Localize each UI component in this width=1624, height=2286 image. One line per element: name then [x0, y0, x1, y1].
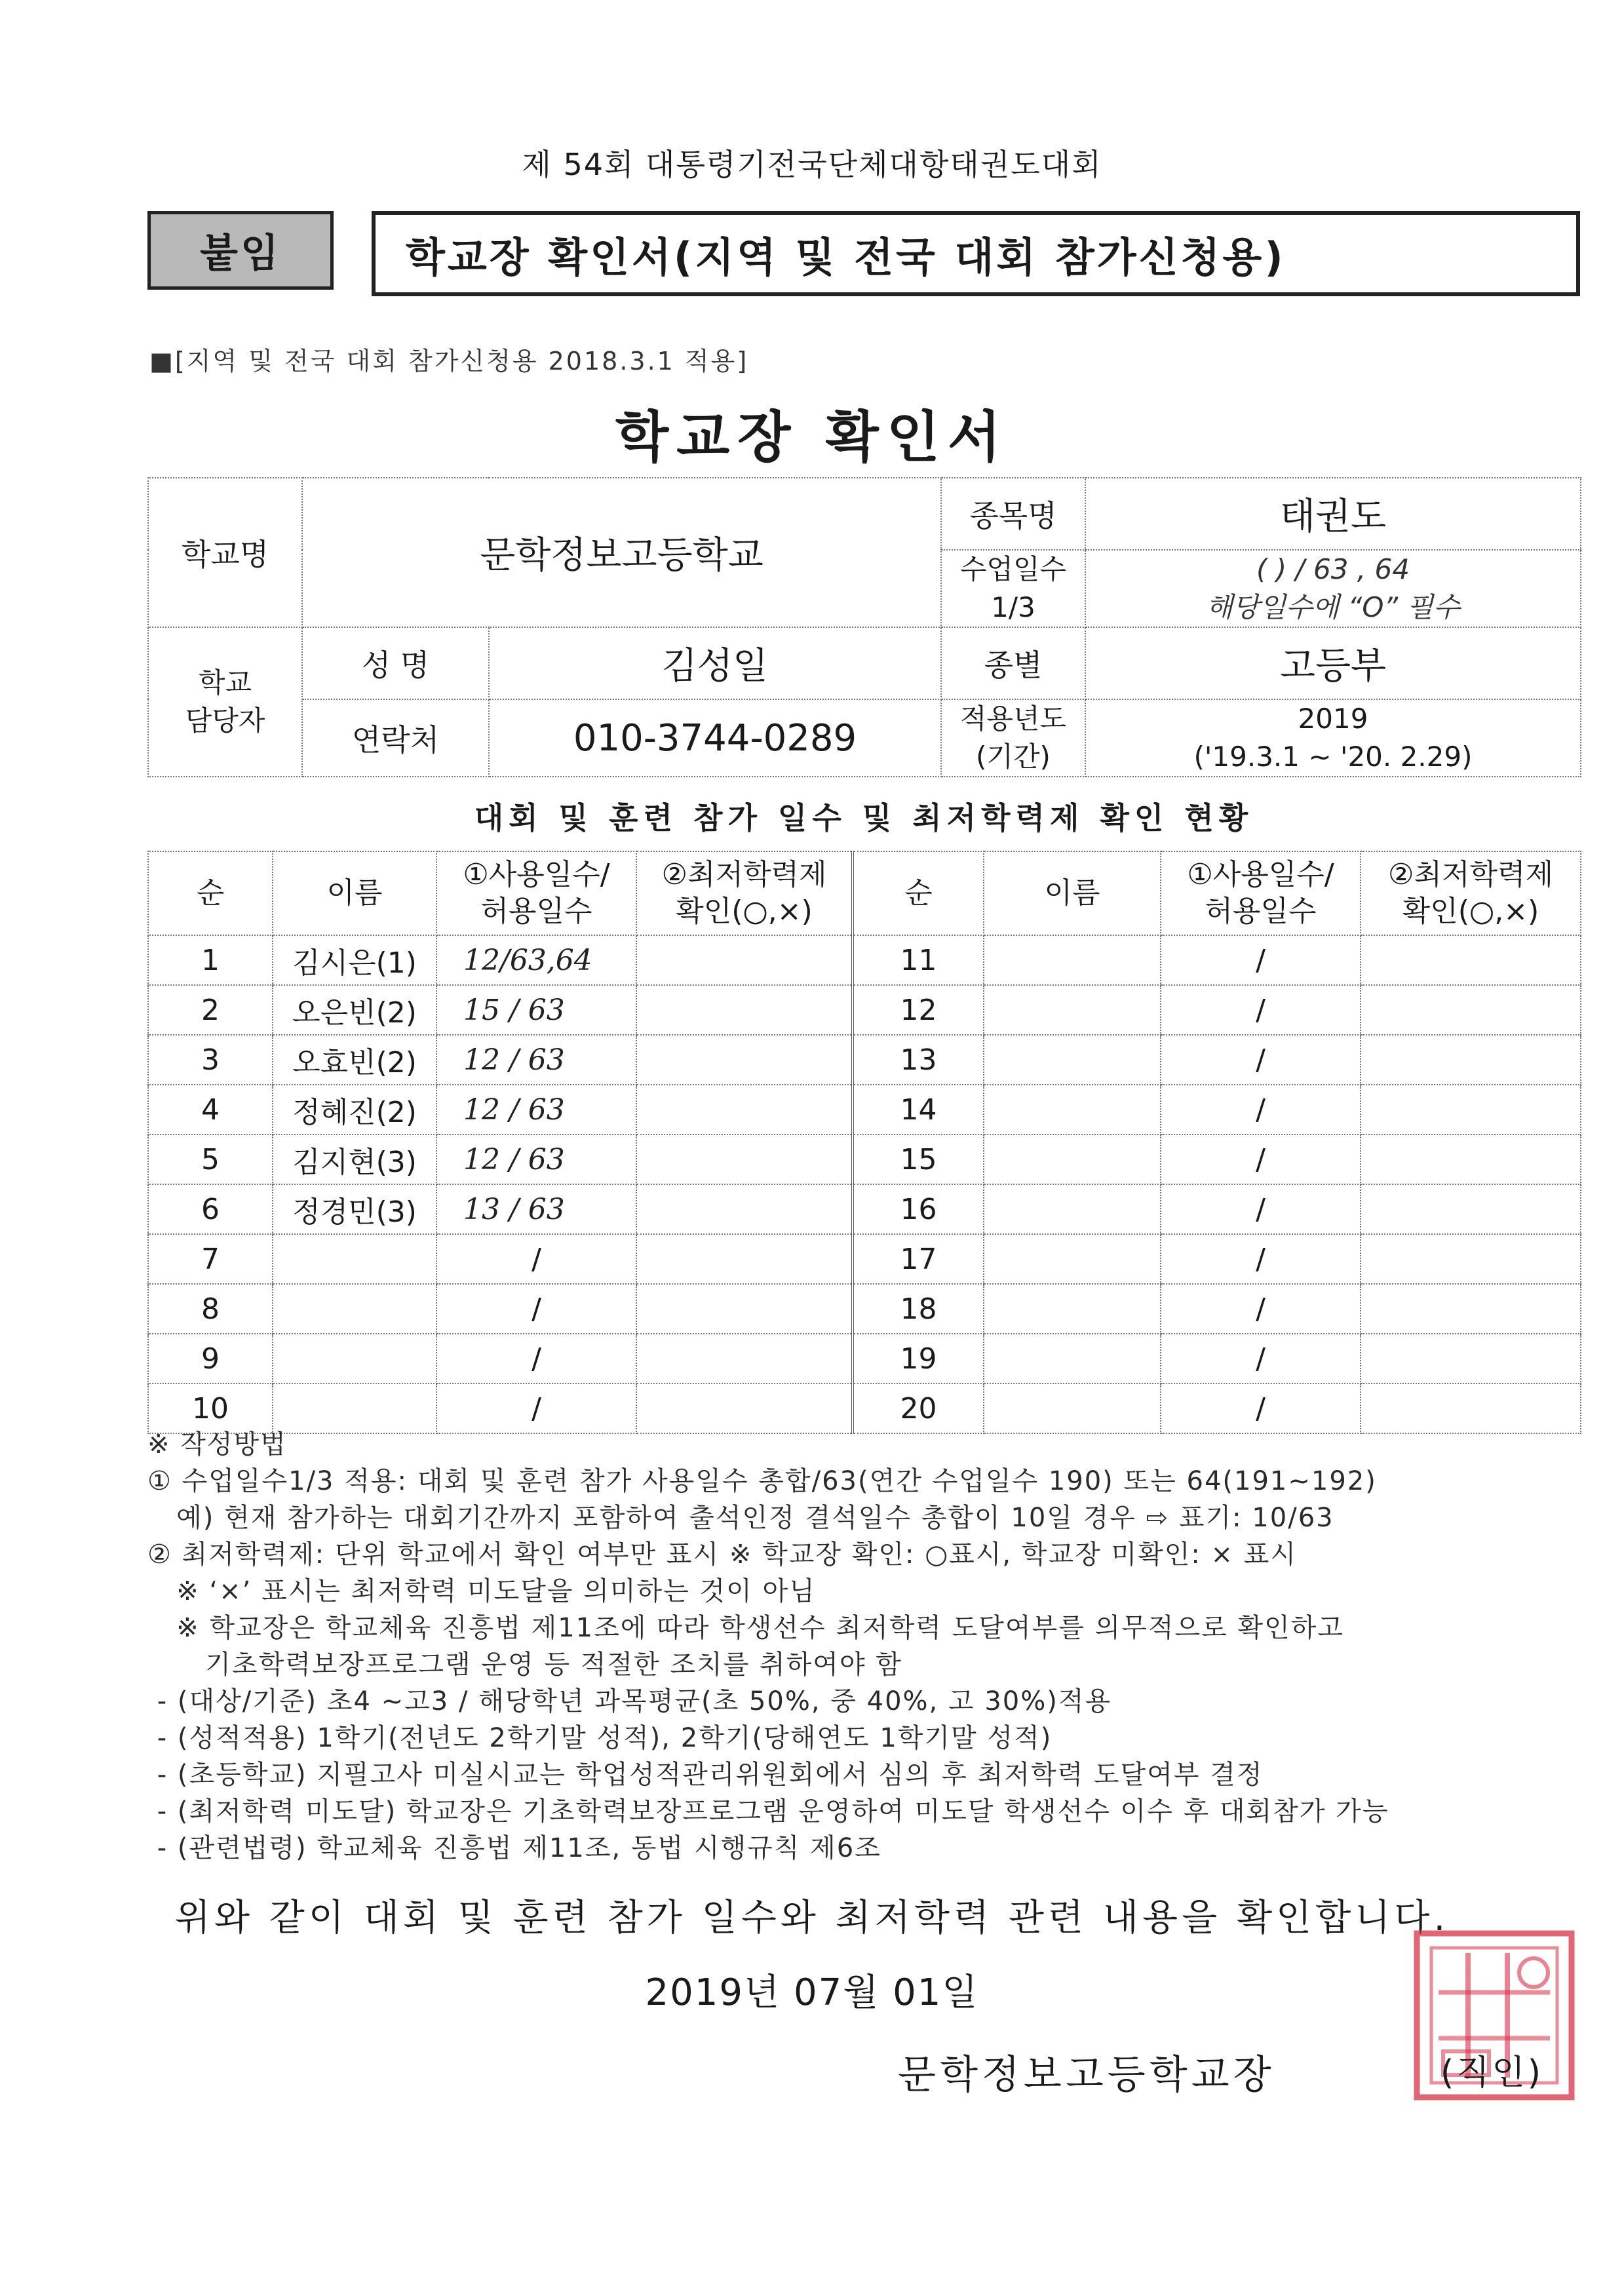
- roster-days: /: [436, 1284, 636, 1334]
- note-line: ※ 작성방법: [147, 1429, 287, 1460]
- roster-name-right: [984, 1184, 1161, 1234]
- division-label: 종별: [941, 627, 1085, 699]
- roster-name: 오효빈(2): [273, 1035, 436, 1085]
- header-check-right: [1361, 851, 1581, 935]
- roster-name-right: [984, 935, 1161, 985]
- roster-no-right: 16: [853, 1184, 984, 1234]
- roster-no-right: 14: [853, 1085, 984, 1134]
- roster-days: /: [436, 1384, 636, 1433]
- name-label: 성 명: [302, 627, 489, 699]
- header-check-line1: ②최저학력제: [661, 858, 827, 891]
- roster-row: [148, 1184, 1581, 1234]
- header-title: 학교장 확인서(지역 및 전국 대회 참가신청용): [372, 211, 1580, 296]
- roster-name: [273, 1284, 436, 1334]
- roster-check: [636, 1334, 853, 1384]
- doc-title: 학교장 확인서: [615, 405, 1009, 469]
- header-name: 이름: [273, 851, 436, 935]
- header-days-right-line2: 허용일수: [1205, 895, 1317, 928]
- roster-check: [636, 1085, 853, 1134]
- note-line: ① 수업일수1/3 적용: 대회 및 훈련 참가 사용일수 총합/63(연간 수업일수 190) 또는 64(191~192): [147, 1466, 1377, 1496]
- roster-no: 8: [148, 1284, 273, 1334]
- roster-check-right: [1361, 1035, 1581, 1085]
- roster-no: 4: [148, 1085, 273, 1134]
- division-value: 고등부: [1085, 627, 1581, 699]
- period-label-line2: (기간): [976, 741, 1051, 773]
- roster-no: 10: [148, 1384, 273, 1433]
- roster-days: 15 / 63: [436, 985, 636, 1035]
- roster-days-right: /: [1161, 935, 1361, 985]
- roster-days-right: /: [1161, 1334, 1361, 1384]
- roster-check: [636, 1184, 853, 1234]
- school-label: 학교명: [148, 478, 302, 627]
- header-days: [436, 851, 636, 935]
- attachment-label: 붙임: [147, 211, 334, 290]
- roster-days: 12 / 63: [436, 1134, 636, 1184]
- period-label-line1: 적용년도: [959, 703, 1067, 735]
- roster-days-right: /: [1161, 1284, 1361, 1334]
- contact-value: 010-3744-0289: [489, 699, 941, 777]
- header-check-right-line1: ②최저학력제: [1388, 858, 1553, 891]
- class-days-value: [1085, 550, 1581, 627]
- roster-no-right: 13: [853, 1035, 984, 1085]
- period-value-line2: ('19.3.1 ~ '20. 2.29): [1193, 741, 1473, 773]
- roster-no: 2: [148, 985, 273, 1035]
- header-check: [636, 851, 853, 935]
- header-name-right: 이름: [984, 851, 1161, 935]
- note-line: ② 최저학력제: 단위 학교에서 확인 여부만 표시 ※ 학교장 확인: ○표시, 학교장 미확인: × 표시: [147, 1540, 1298, 1570]
- class-days-value-line1: ( ) / 63 , 64: [1256, 553, 1410, 585]
- roster-name: [273, 1234, 436, 1284]
- roster-row: [148, 1085, 1581, 1134]
- header-days-line1: ①사용일수/: [463, 858, 610, 891]
- roster-check-right: [1361, 935, 1581, 985]
- roster-check-right: [1361, 1284, 1581, 1334]
- roster-no-right: 20: [853, 1384, 984, 1433]
- roster-no-right: 11: [853, 935, 984, 985]
- apply-note: ■[지역 및 전국 대회 참가신청용 2018.3.1 적용]: [149, 347, 749, 376]
- note-line: - (대상/기준) 초4 ~고3 / 해당학년 과목평균(초 50%, 중 40%, 고 30%)적용: [147, 1686, 1112, 1716]
- roster-name-right: [984, 985, 1161, 1035]
- roster-days-right: /: [1161, 1134, 1361, 1184]
- roster-days-right: /: [1161, 1085, 1361, 1134]
- roster-name: 정혜진(2): [273, 1085, 436, 1134]
- roster-check-right: [1361, 985, 1581, 1035]
- roster-no-right: 19: [853, 1334, 984, 1384]
- roster-name: 오은빈(2): [273, 985, 436, 1035]
- header-no-right: 순: [853, 851, 984, 935]
- roster-name-right: [984, 1134, 1161, 1184]
- roster-check-right: [1361, 1134, 1581, 1184]
- roster-no: 7: [148, 1234, 273, 1284]
- note-line: 기초학력보장프로그램 운영 등 적절한 조치를 취하여야 함: [147, 1650, 902, 1680]
- name-value: 김성일: [489, 627, 941, 699]
- period-value-line1: 2019: [1298, 703, 1368, 735]
- note-line: ※ ‘×’ 표시는 최저학력 미도달을 의미하는 것이 아님: [147, 1576, 816, 1606]
- period-label: [941, 699, 1085, 777]
- confirm-text: 위와 같이 대회 및 훈련 참가 일수와 최저학력 관련 내용을 확인합니다.: [174, 1897, 1450, 1939]
- event-label: 종목명: [941, 478, 1085, 550]
- date: 2019년 07월 01일: [645, 1971, 979, 2014]
- contact-label: 연락처: [302, 699, 489, 777]
- header-check-line2: 확인(○,×): [676, 895, 813, 928]
- roster-name: [273, 1334, 436, 1384]
- roster-days: 12 / 63: [436, 1085, 636, 1134]
- header-days-line2: 허용일수: [480, 895, 592, 928]
- roster-days: /: [436, 1234, 636, 1284]
- roster-check: [636, 1234, 853, 1284]
- roster-check: [636, 1284, 853, 1334]
- roster-name-right: [984, 1035, 1161, 1085]
- note-line: ※ 학교장은 학교체육 진흥법 제11조에 따라 학생선수 최저학력 도달여부를 의무적으로 확인하고: [147, 1613, 1345, 1643]
- roster-check-right: [1361, 1085, 1581, 1134]
- roster-days-right: /: [1161, 1384, 1361, 1433]
- roster-no-right: 18: [853, 1284, 984, 1334]
- principal-name: 문학정보고등학교장: [898, 2052, 1275, 2098]
- roster-days-right: /: [1161, 1035, 1361, 1085]
- roster-no: 9: [148, 1334, 273, 1384]
- roster-name-right: [984, 1334, 1161, 1384]
- roster-no: 6: [148, 1184, 273, 1234]
- class-days-label-line2: 1/3: [991, 591, 1035, 623]
- note-line: - (최저학력 미도달) 학교장은 기초학력보장프로그램 운영하여 미도달 학생선수 이수 후 대회참가 가능: [147, 1796, 1389, 1827]
- roster-days-right: /: [1161, 1234, 1361, 1284]
- event-title: 제 54회 대통령기전국단체대항태권도대회: [522, 147, 1102, 182]
- period-value: [1085, 699, 1581, 777]
- event-value: 태권도: [1085, 478, 1581, 550]
- header-check-right-line2: 확인(○,×): [1402, 895, 1539, 928]
- roster-check: [636, 1134, 853, 1184]
- roster-check-right: [1361, 1184, 1581, 1234]
- roster-row: [148, 1334, 1581, 1384]
- roster-check: [636, 1035, 853, 1085]
- class-days-label-line1: 수업일수: [959, 553, 1067, 585]
- note-line: - (관련법령) 학교체육 진흥법 제11조, 동법 시행규칙 제6조: [147, 1833, 881, 1863]
- roster-days: /: [436, 1334, 636, 1384]
- section-title: 대회 및 훈련 참가 일수 및 최저학력제 확인 현황: [474, 800, 1254, 836]
- roster-check-right: [1361, 1234, 1581, 1284]
- roster-days: 13 / 63: [436, 1184, 636, 1234]
- roster-check: [636, 935, 853, 985]
- roster-days: 12/63,64: [436, 935, 636, 985]
- roster-no: 1: [148, 935, 273, 985]
- roster-name-right: [984, 1284, 1161, 1334]
- manager-label-line2: 담당자: [185, 705, 265, 737]
- roster-check: [636, 985, 853, 1035]
- manager-label: [148, 627, 302, 777]
- header-no: 순: [148, 851, 273, 935]
- roster-row: [148, 1134, 1581, 1184]
- note-line: 예) 현재 참가하는 대회기간까지 포함하여 출석인정 결석일수 총합이 10일 경우 ⇨ 표기: 10/63: [147, 1503, 1334, 1533]
- header-days-right-line1: ①사용일수/: [1187, 858, 1334, 891]
- roster-no-right: 12: [853, 985, 984, 1035]
- roster-row: [148, 1284, 1581, 1334]
- roster-name: 김지현(3): [273, 1134, 436, 1184]
- manager-label-line1: 학교: [198, 667, 252, 699]
- roster-no: 5: [148, 1134, 273, 1184]
- roster-name: 김시은(1): [273, 935, 436, 985]
- roster-name-right: [984, 1085, 1161, 1134]
- roster-name: 정경민(3): [273, 1184, 436, 1234]
- notes: [147, 1426, 1580, 1867]
- class-days-label: [941, 550, 1085, 627]
- school-value: 문학정보고등학교: [302, 478, 941, 627]
- note-line: - (초등학교) 지필고사 미실시교는 학업성적관리위원회에서 심의 후 최저학력 도달여부 결정: [147, 1760, 1264, 1790]
- roster-header-row: [148, 851, 1581, 935]
- seal-label: (직인): [1440, 2053, 1544, 2093]
- roster-days: 12 / 63: [436, 1035, 636, 1085]
- roster-row: [148, 1234, 1581, 1284]
- roster-no: 3: [148, 1035, 273, 1085]
- roster-no-right: 15: [853, 1134, 984, 1184]
- class-days-value-line2: 해당일수에 “O” 필수: [1206, 591, 1460, 623]
- roster-body: [148, 935, 1581, 1433]
- roster-days-right: /: [1161, 1184, 1361, 1234]
- roster-name-right: [984, 1234, 1161, 1284]
- header-days-right: [1161, 851, 1361, 935]
- note-line: - (성적적용) 1학기(전년도 2학기말 성적), 2학기(당해연도 1학기말 성적): [147, 1723, 1053, 1753]
- roster-row: [148, 985, 1581, 1035]
- info-table: [147, 477, 1581, 777]
- roster-no-right: 17: [853, 1234, 984, 1284]
- roster-table: [147, 851, 1581, 1434]
- roster-days-right: /: [1161, 985, 1361, 1035]
- roster-row: [148, 1035, 1581, 1085]
- roster-check-right: [1361, 1334, 1581, 1384]
- roster-row: [148, 935, 1581, 985]
